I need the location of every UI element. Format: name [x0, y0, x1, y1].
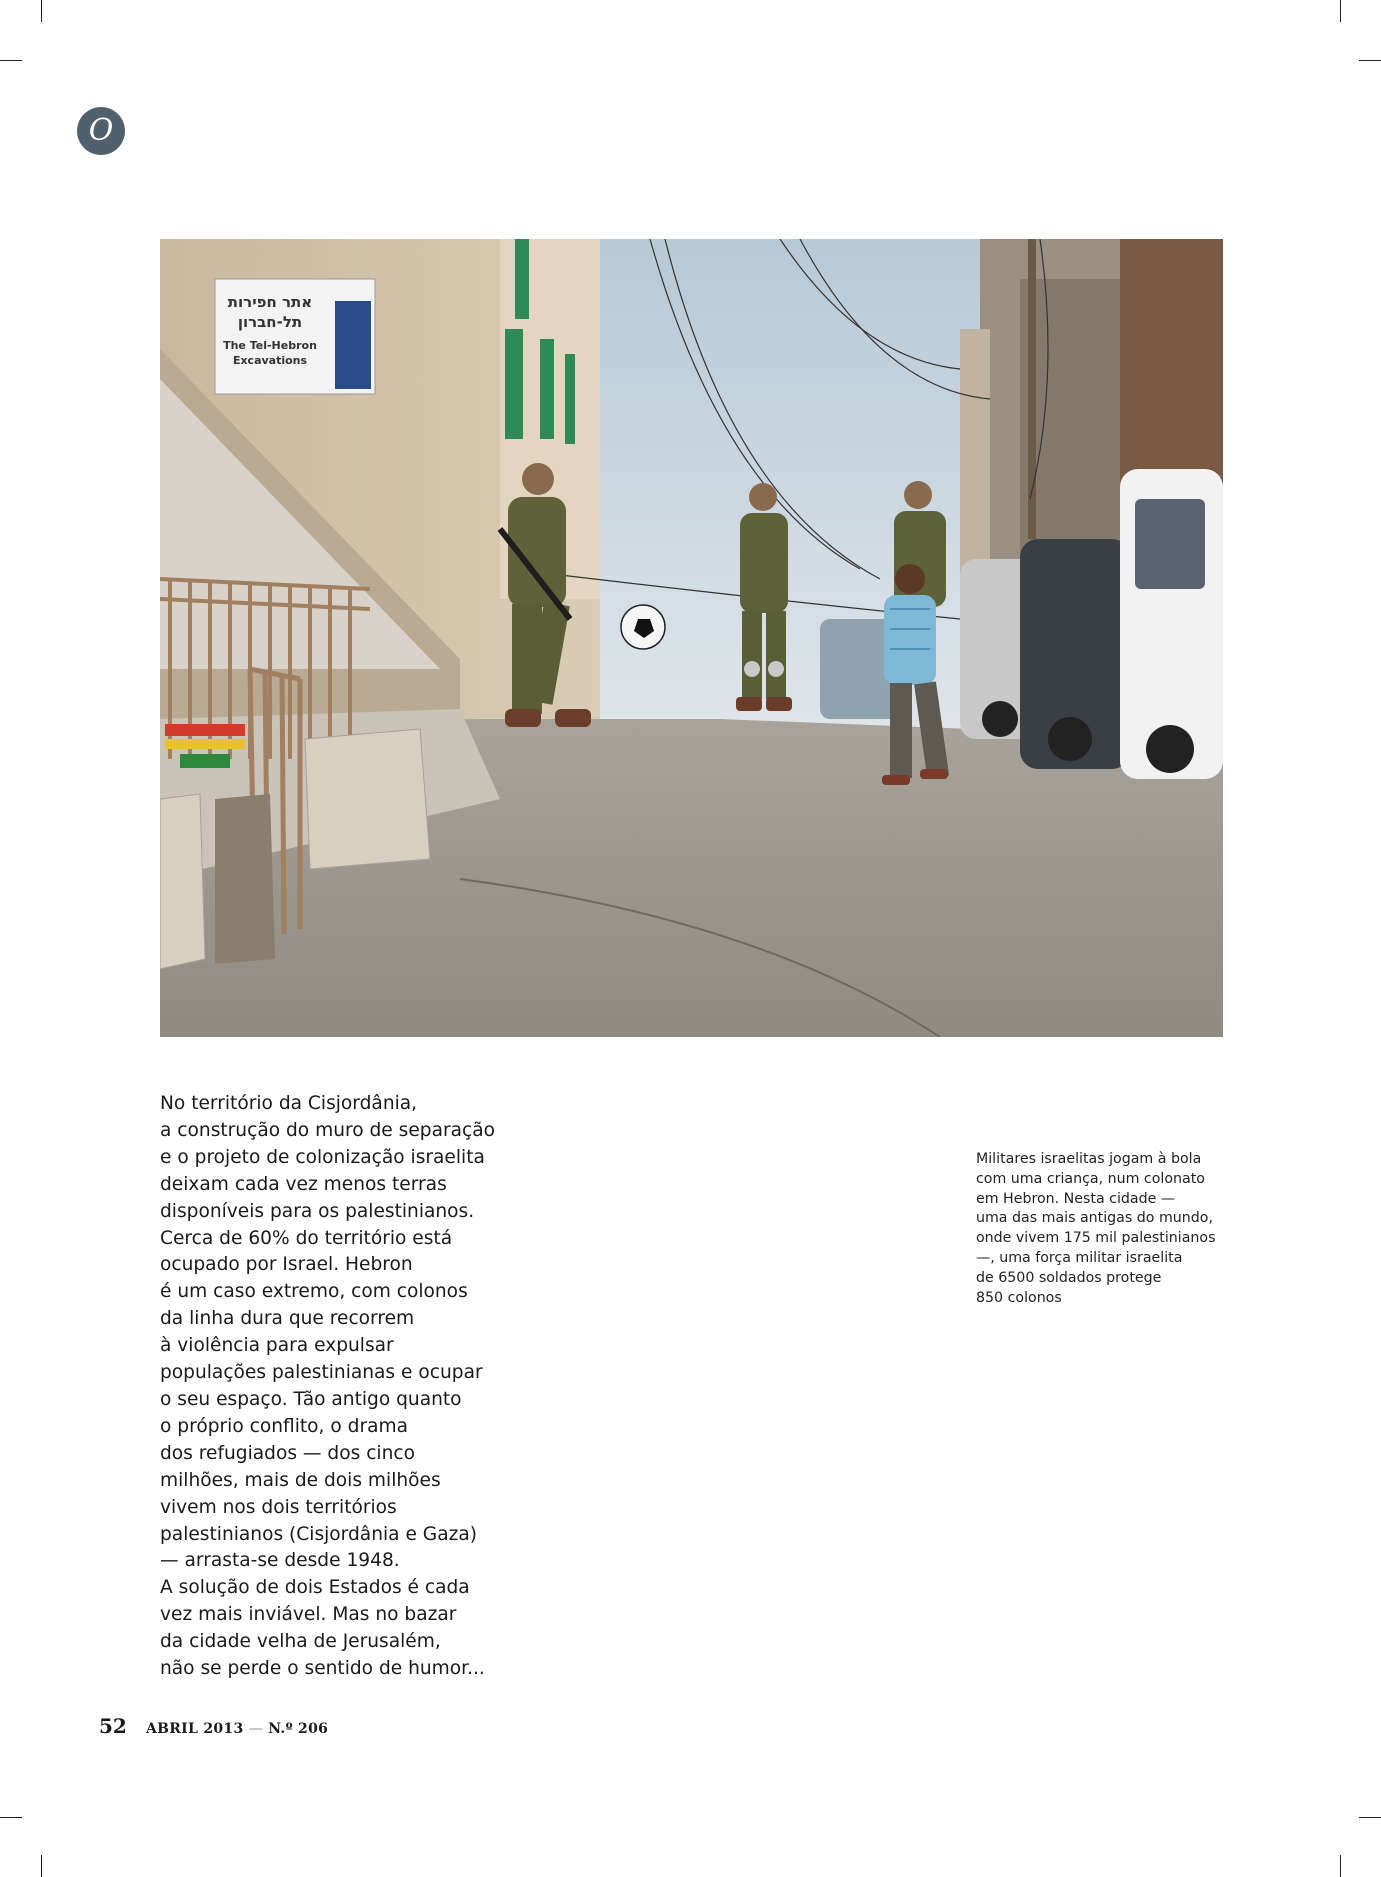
issue-separator: —: [248, 1721, 263, 1737]
page-number: 52: [99, 1714, 127, 1738]
stone-block: [305, 729, 430, 869]
crop-mark-bottom-right-h: [1359, 1817, 1381, 1818]
caption-line: em Hebron. Nesta cidade —: [976, 1190, 1176, 1207]
body-line: vez mais inviável. Mas no bazar: [160, 1604, 457, 1626]
crop-mark-bottom-right-v: [1340, 1855, 1341, 1877]
body-line: disponíveis para os palestinianos.: [160, 1200, 475, 1222]
body-line: populações palestinianas e ocupar: [160, 1362, 483, 1384]
crop-mark-bottom-left-v: [41, 1855, 42, 1877]
sign-hebrew-line-1: אתר חפירות: [227, 293, 313, 311]
body-line: Cerca de 60% do território está: [160, 1227, 453, 1249]
caption-line: —, uma força militar israelita: [976, 1249, 1183, 1266]
sign-hebrew-line-2: תל-חברון: [237, 313, 303, 331]
playground-bar: [180, 754, 230, 768]
crop-mark-top-right-h: [1359, 60, 1381, 61]
sign-english-line-1: The Tel-Hebron: [223, 339, 317, 352]
article-body-text: [160, 1091, 496, 1683]
article-photo: [160, 239, 1223, 1037]
crop-mark-bottom-left-h: [0, 1817, 22, 1818]
caption-line: uma das mais antigas do mundo,: [976, 1210, 1213, 1227]
photo-illustration: [160, 239, 1223, 1037]
body-line: palestinianos (Cisjordânia e Gaza): [160, 1523, 478, 1545]
body-line: à violência para expulsar: [160, 1335, 394, 1357]
body-line: não se perde o sentido de humor...: [160, 1658, 485, 1680]
body-line: dos refugiados — dos cinco: [160, 1442, 415, 1464]
body-line: A solução de dois Estados é cada: [160, 1577, 470, 1599]
caption-line: com uma criança, num colonato: [976, 1170, 1205, 1187]
caption-line: Militares israelitas jogam à bola: [976, 1151, 1202, 1167]
crop-mark-top-left-h: [0, 60, 22, 61]
issue-date: ABRIL 2013: [145, 1721, 244, 1737]
body-line: a construção do muro de separação: [160, 1119, 496, 1141]
issue-number: N.º 206: [268, 1721, 329, 1737]
issue-info: [146, 1721, 328, 1737]
sign-english-line-2: Excavations: [232, 354, 308, 367]
crop-mark-top-right-v: [1340, 0, 1341, 22]
shutter: [565, 354, 575, 444]
utility-pole: [1028, 239, 1036, 539]
shutter: [515, 239, 529, 319]
body-line: deixam cada vez menos terras: [160, 1173, 447, 1195]
body-line: da cidade velha de Jerusalém,: [160, 1631, 441, 1653]
stone-block: [160, 794, 205, 969]
body-line: da linha dura que recorrem: [160, 1308, 415, 1330]
crop-mark-top-left-v: [41, 0, 42, 22]
stone-steps: [215, 794, 275, 964]
body-line: milhões, mais de dois milhões: [160, 1469, 441, 1491]
excavation-sign: [215, 279, 375, 394]
shutter: [540, 339, 554, 439]
body-line: o próprio conflito, o drama: [160, 1415, 408, 1437]
playground-bar: [165, 724, 245, 736]
section-badge: O: [77, 107, 125, 155]
caption-line: 850 colonos: [976, 1289, 1062, 1306]
body-line: vivem nos dois territórios: [160, 1496, 397, 1518]
shutter: [505, 329, 523, 439]
body-line: No território da Cisjordânia,: [160, 1093, 418, 1114]
body-line: é um caso extremo, com colonos: [160, 1281, 468, 1303]
photo-caption: [976, 1150, 1236, 1308]
page-footer: [99, 1714, 328, 1738]
body-line: — arrasta-se desde 1948.: [160, 1550, 400, 1572]
body-line: ocupado por Israel. Hebron: [160, 1254, 413, 1276]
caption-line: de 6500 soldados protege: [976, 1269, 1162, 1286]
playground-bar: [165, 739, 245, 749]
body-line: o seu espaço. Tão antigo quanto: [160, 1388, 462, 1410]
soccer-ball: [621, 605, 665, 649]
body-line: e o projeto de colonização israelita: [160, 1146, 485, 1168]
caption-line: onde vivem 175 mil palestinianos: [976, 1230, 1216, 1247]
